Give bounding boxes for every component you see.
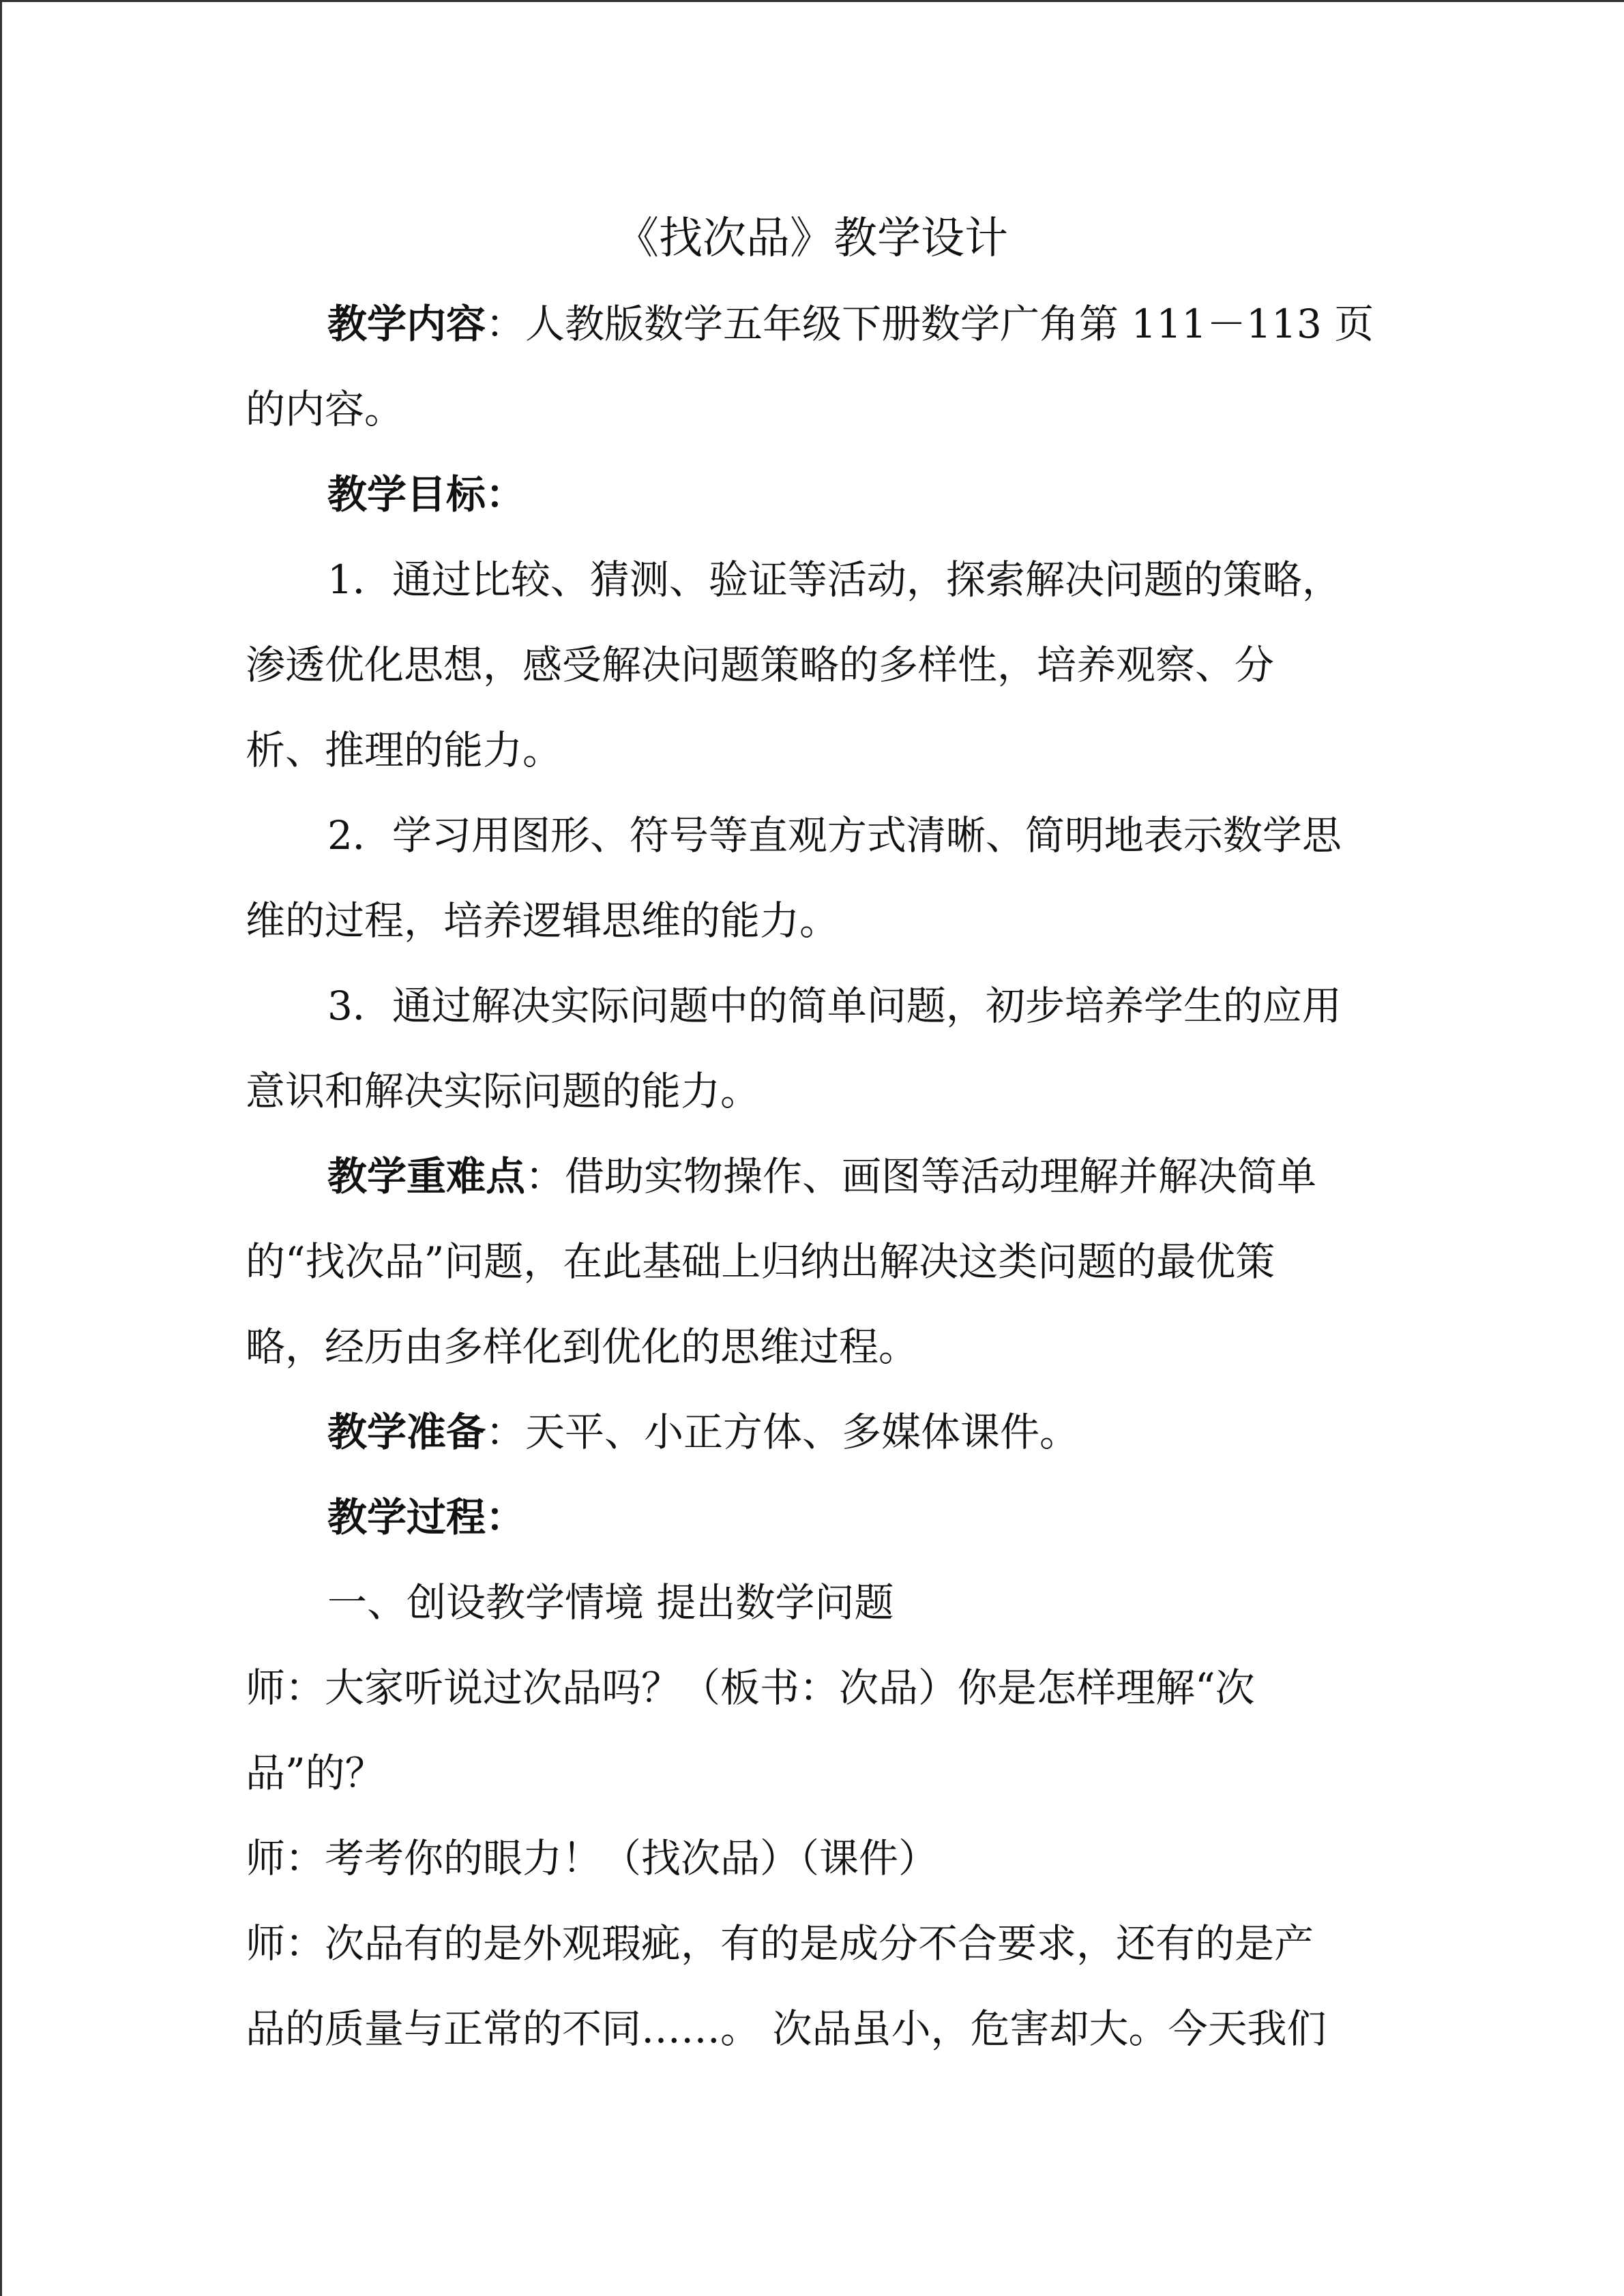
key-points-line-2: 的“找次品”问题，在此基础上归纳出解决这类问题的最优策 xyxy=(246,1238,1275,1285)
goal-2-line-1: 2．学习用图形、符号等直观方式清晰、简明地表示数学思 xyxy=(327,812,1342,859)
content-label: 教学内容 xyxy=(327,301,486,347)
goal-2-line-2: 维的过程，培养逻辑思维的能力。 xyxy=(246,897,840,944)
teacher-line-1a: 师：大家听说过次品吗？（板书：次品）你是怎样理解“次 xyxy=(246,1665,1255,1711)
key-points-line-3: 略，经历由多样化到优化的思维过程。 xyxy=(246,1324,919,1370)
goal-1-line-2: 渗透优化思想，感受解决问题策略的多样性，培养观察、分 xyxy=(246,642,1275,688)
process-label: 教学过程： xyxy=(327,1494,526,1540)
goals-heading xyxy=(327,460,525,528)
preparation-line xyxy=(327,1398,1079,1466)
goal-3-line-1: 3．通过解决实际问题中的简单问题，初步培养学生的应用 xyxy=(327,983,1342,1029)
key-points-text: ：借助实物操作、画图等活动理解并解决简单 xyxy=(525,1153,1317,1199)
content-line-2: 的内容。 xyxy=(246,386,404,432)
document-title: 《找次品》教学设计 xyxy=(615,213,1008,264)
goal-1-line-1: 1．通过比较、猜测、验证等活动，探索解决问题的策略， xyxy=(327,556,1342,603)
teacher-line-2: 师：考考你的眼力！（找次品）（课件） xyxy=(246,1835,939,1881)
goal-3-line-2: 意识和解决实际问题的能力。 xyxy=(246,1068,761,1114)
preparation-text: ：天平、小正方体、多媒体课件。 xyxy=(486,1409,1080,1455)
teacher-line-3a: 师：次品有的是外观瑕疵，有的是成分不合要求，还有的是产 xyxy=(246,1920,1314,1967)
section-1-heading: 一、创设教学情境 提出数学问题 xyxy=(327,1579,894,1626)
goal-1-line-3: 析、推理的能力。 xyxy=(246,727,563,773)
preparation-label: 教学准备 xyxy=(327,1409,486,1455)
content-line-1 xyxy=(327,290,1374,358)
content-text: ：人教版数学五年级下册数学广角第 111－113 页 xyxy=(486,301,1374,347)
key-points-line-1 xyxy=(327,1142,1316,1210)
goals-label: 教学目标： xyxy=(327,471,526,518)
teacher-line-3b: 品的质量与正常的不同……。 次品虽小，危害却大。今天我们 xyxy=(246,2006,1327,2052)
teacher-line-1b: 品”的？ xyxy=(246,1750,385,1796)
process-heading xyxy=(327,1483,525,1551)
key-points-label: 教学重难点 xyxy=(327,1153,526,1199)
